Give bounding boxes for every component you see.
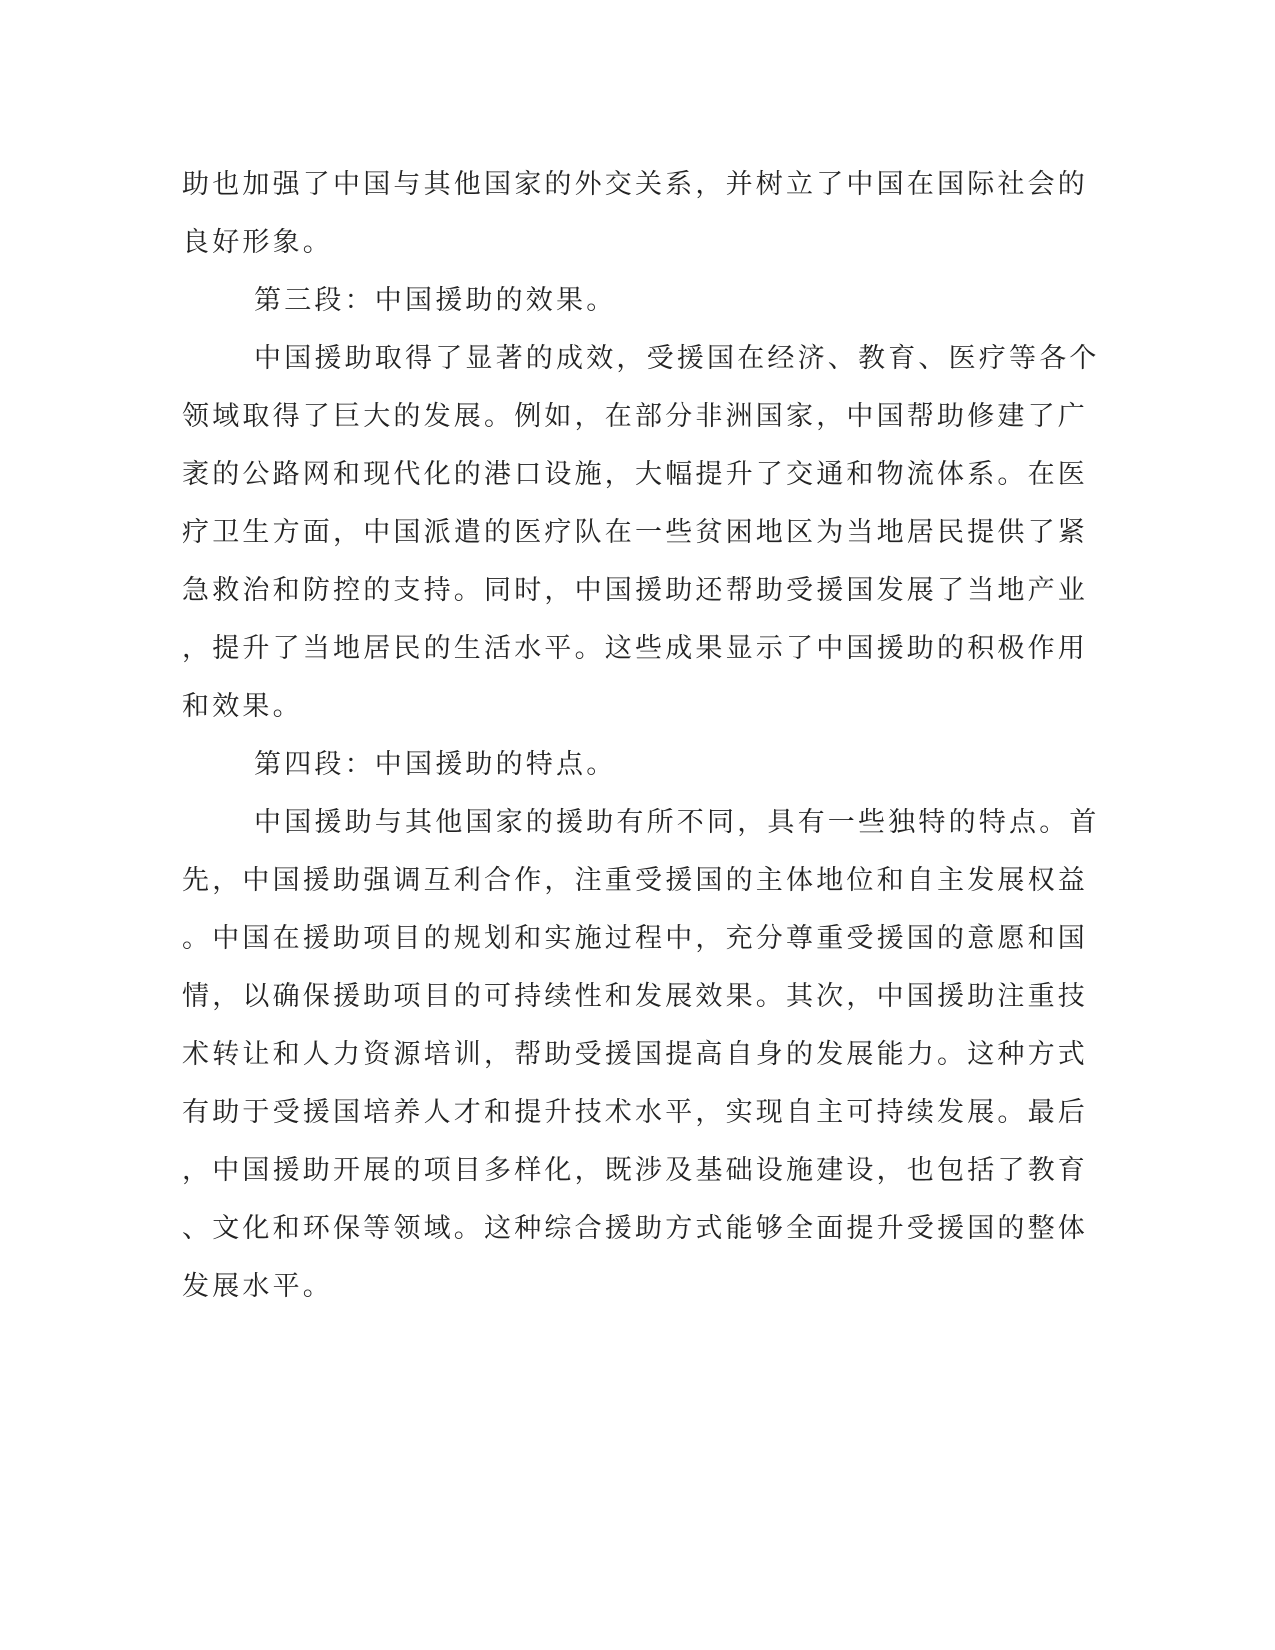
paragraph-line: ，提升了当地居民的生活水平。这些成果显示了中国援助的积极作用 — [182, 633, 1088, 664]
paragraph-line: 术转让和人力资源培训，帮助受援国提高自身的发展能力。这种方式 — [182, 1039, 1088, 1070]
paragraph-line-indented: 中国援助与其他国家的援助有所不同，具有一些独特的特点。首 — [254, 807, 1100, 838]
paragraph-line: 和效果。 — [182, 691, 303, 722]
paragraph-line: 。中国在援助项目的规划和实施过程中，充分尊重受援国的意愿和国 — [182, 923, 1088, 954]
paragraph-line: 袤的公路网和现代化的港口设施，大幅提升了交通和物流体系。在医 — [182, 459, 1088, 490]
paragraph-line: 先，中国援助强调互利合作，注重受援国的主体地位和自主发展权益 — [182, 865, 1088, 896]
paragraph-line-indented: 第三段：中国援助的效果。 — [254, 285, 617, 316]
paragraph-line-indented: 中国援助取得了显著的成效，受援国在经济、教育、医疗等各个 — [254, 343, 1100, 374]
paragraph-line: 助也加强了中国与其他国家的外交关系，并树立了中国在国际社会的 — [182, 169, 1088, 200]
paragraph-line: 、文化和环保等领域。这种综合援助方式能够全面提升受援国的整体 — [182, 1213, 1088, 1244]
paragraph-line-indented: 第四段：中国援助的特点。 — [254, 749, 617, 780]
paragraph-line: 情，以确保援助项目的可持续性和发展效果。其次，中国援助注重技 — [182, 981, 1088, 1012]
paragraph-line: 良好形象。 — [182, 227, 333, 258]
paragraph-line: 有助于受援国培养人才和提升技术水平，实现自主可持续发展。最后 — [182, 1097, 1088, 1128]
paragraph-line: 领域取得了巨大的发展。例如，在部分非洲国家，中国帮助修建了广 — [182, 401, 1088, 432]
paragraph-line: ，中国援助开展的项目多样化，既涉及基础设施建设，也包括了教育 — [182, 1155, 1088, 1186]
body-text — [182, 156, 1100, 1316]
paragraph-line: 发展水平。 — [182, 1271, 333, 1302]
paragraph-line: 疗卫生方面，中国派遣的医疗队在一些贫困地区为当地居民提供了紧 — [182, 517, 1088, 548]
paragraph-line: 急救治和防控的支持。同时，中国援助还帮助受援国发展了当地产业 — [182, 575, 1088, 606]
